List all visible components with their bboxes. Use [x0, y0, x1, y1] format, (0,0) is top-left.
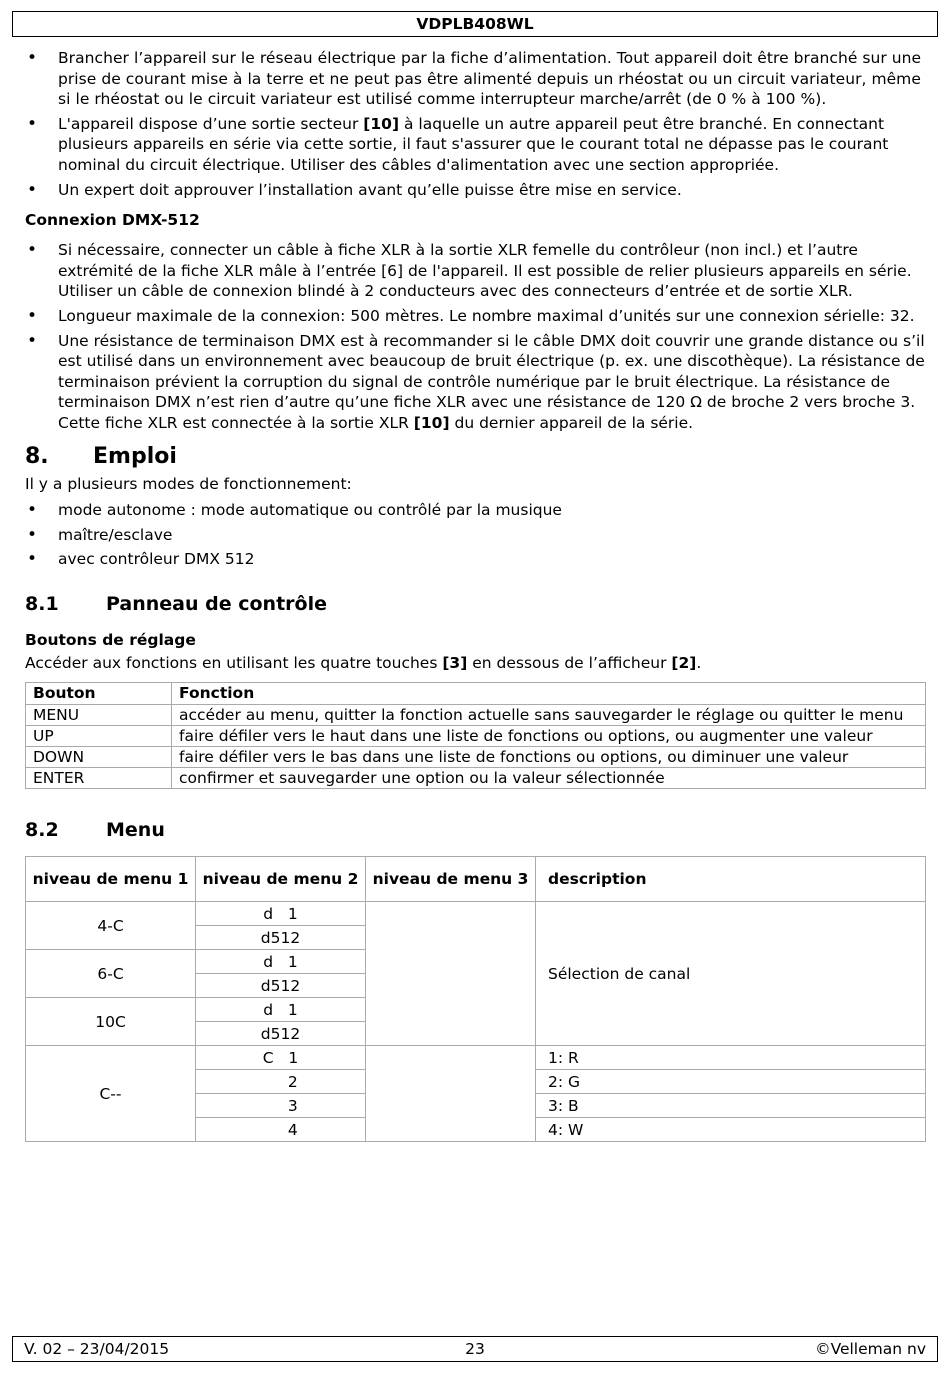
section-8-1-heading: [25, 592, 925, 616]
menu-level-1: 6-C: [26, 950, 196, 998]
menu-level-2: 4: [196, 1118, 366, 1142]
menu-description: 4: W: [536, 1118, 926, 1142]
list-item: • Un expert doit approuver l’installation avant qu’elle puisse être mise en service.: [25, 180, 925, 201]
section-8-2-heading: [25, 818, 925, 842]
list-item: • Une résistance de terminaison DMX est à recommander si le câble DMX doit couvrir une grande distance ou s’il est utilisé dans un environnement avec beaucoup de bruit électrique (p. ex. une discothèque). La résistance de terminaison prévient la corruption du signal de contrôle numérique par le bruit électrique. La résistance de terminaison DMX n’est rien d’autre qu’une fiche XLR avec une résistance de 120 Ω de broche 2 vers broche 3. Cette fiche XLR est connectée à la sortie XLR [10] du dernier appareil de la série.: [25, 331, 925, 434]
column-header: description: [536, 857, 926, 902]
menu-level-1: C--: [26, 1046, 196, 1142]
button-function: accéder au menu, quitter la fonction actuelle sans sauvegarder le réglage ou quitter le menu: [172, 705, 926, 726]
list-item: • L'appareil dispose d’une sortie secteur [10] à laquelle un autre appareil peut être branché. En connectant plusieurs appareils en série via cette sortie, il faut s'assurer que le courant total ne dépasse pas le courant nominal du circuit électrique. Utiliser des câbles d'alimentation avec une section appropriée.: [25, 114, 925, 176]
buttons-intro: Accéder aux fonctions en utilisant les quatre touches [3] en dessous de l’afficheur [2].: [25, 653, 702, 672]
list-item: • Longueur maximale de la connexion: 500 mètres. Le nombre maximal d’unités sur une connexion sérielle: 32.: [25, 306, 925, 327]
button-name: UP: [26, 726, 172, 747]
menu-description: 1: R: [536, 1046, 926, 1070]
section-number: 8.1: [25, 592, 59, 615]
list-item: • maître/esclave: [25, 525, 925, 546]
modes-intro: Il y a plusieurs modes de fonctionnement:: [25, 474, 352, 493]
section-title: Menu: [106, 819, 165, 842]
page-content: [25, 48, 925, 1142]
section-8-heading: [25, 444, 925, 470]
menu-level-2: 2: [196, 1070, 366, 1094]
table-row: [26, 768, 926, 789]
list-item: • mode autonome : mode automatique ou contrôlé par la musique: [25, 500, 925, 521]
model-title: VDPLB408WL: [416, 15, 534, 33]
table-header-row: [26, 683, 926, 705]
table-header-row: [26, 857, 926, 902]
menu-level-2: d512: [196, 1022, 366, 1046]
modes-list: [25, 500, 925, 570]
reference-number: [3]: [442, 653, 468, 672]
table-row: [26, 1046, 926, 1070]
list-item: • Si nécessaire, connecter un câble à fiche XLR à la sortie XLR femelle du contrôleur (non incl.) et l’autre extrémité de la fiche XLR mâle à l’entrée [6] de l'appareil. Il est possible de relier plusieurs appareils en série. Utiliser un câble de connexion blindé à 2 conducteurs avec des connecteurs d’entrée et de sortie XLR.: [25, 240, 925, 302]
column-header: niveau de menu 1: [26, 857, 196, 902]
reference-number: [10]: [363, 114, 400, 133]
page-header: [12, 11, 938, 37]
section-title: Emploi: [93, 443, 177, 469]
section-number: 8.2: [25, 819, 59, 842]
menu-level-2: d 1: [196, 902, 366, 926]
menu-description: 2: G: [536, 1070, 926, 1094]
dmx-heading: Connexion DMX-512: [25, 211, 200, 230]
menu-level-1: 4-C: [26, 902, 196, 950]
menu-level-2: d512: [196, 974, 366, 998]
table-row: [26, 705, 926, 726]
menu-level-2: d 1: [196, 950, 366, 974]
menu-description: 3: B: [536, 1094, 926, 1118]
menu-level-2: d512: [196, 926, 366, 950]
button-function: confirmer et sauvegarder une option ou la valeur sélectionnée: [172, 768, 926, 789]
table-row: [26, 726, 926, 747]
menu-table: [25, 856, 926, 1142]
column-header: Bouton: [26, 683, 172, 705]
menu-level-3: [366, 1046, 536, 1142]
button-function: faire défiler vers le haut dans une liste de fonctions ou options, ou augmenter une valeur: [172, 726, 926, 747]
column-header: niveau de menu 2: [196, 857, 366, 902]
menu-level-3: [366, 902, 536, 1046]
buttons-subheading: Boutons de réglage: [25, 630, 196, 649]
menu-level-2: d 1: [196, 998, 366, 1022]
column-header: Fonction: [172, 683, 926, 705]
reference-number: [2]: [671, 653, 697, 672]
button-name: MENU: [26, 705, 172, 726]
table-row: [26, 902, 926, 926]
section-title: Panneau de contrôle: [106, 592, 327, 615]
page-number: 23: [465, 1340, 485, 1358]
list-item: • Brancher l’appareil sur le réseau électrique par la fiche d’alimentation. Tout appareil doit être branché sur une prise de courant mise à la terre et ne peut pas être alimenté depuis un rhéostat ou un circuit variateur, même si le rhéostat ou le circuit variateur est utilisé comme interrupteur marche/arrêt (de 0 % à 100 %).: [25, 48, 925, 110]
button-function: faire défiler vers le bas dans une liste de fonctions ou options, ou diminuer une valeur: [172, 747, 926, 768]
section-number: 8.: [25, 443, 49, 469]
button-name: ENTER: [26, 768, 172, 789]
list-item: • avec contrôleur DMX 512: [25, 549, 925, 570]
menu-description: Sélection de canal: [536, 902, 926, 1046]
table-row: [26, 747, 926, 768]
dmx-bullet-list: [25, 240, 925, 433]
column-header: niveau de menu 3: [366, 857, 536, 902]
button-name: DOWN: [26, 747, 172, 768]
menu-level-1: 10C: [26, 998, 196, 1046]
reference-number: [10]: [413, 413, 450, 432]
page-footer: [12, 1336, 938, 1362]
menu-level-2: 3: [196, 1094, 366, 1118]
menu-level-2: C 1: [196, 1046, 366, 1070]
intro-bullet-list: [25, 48, 925, 200]
buttons-table: [25, 682, 926, 789]
version-date: V. 02 – 23/04/2015: [24, 1340, 170, 1358]
copyright: ©Velleman nv: [815, 1340, 926, 1358]
